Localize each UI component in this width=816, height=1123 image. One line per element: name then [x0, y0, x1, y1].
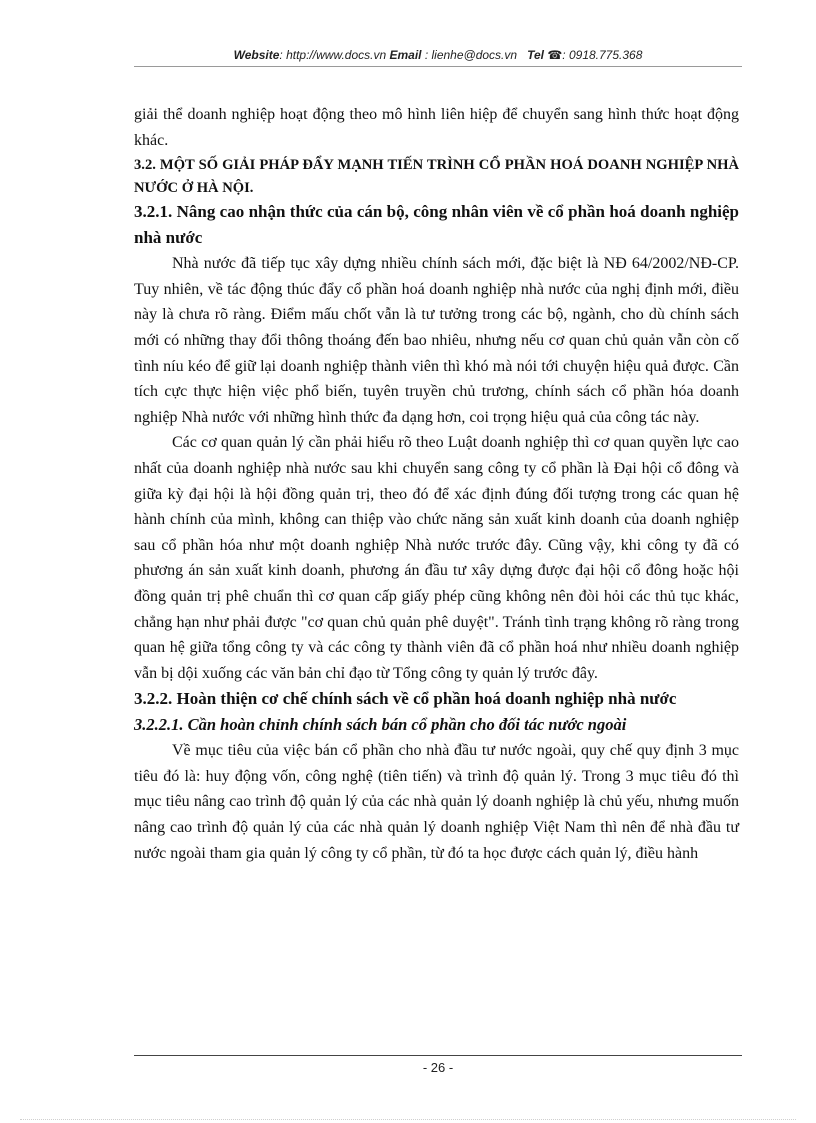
page-number: - 26 - — [422, 1060, 454, 1075]
phone-icon: ☎ — [547, 48, 563, 62]
page-header — [134, 48, 742, 64]
phone-number: : 0918.775.368 — [562, 48, 643, 62]
tel-label: Tel — [527, 48, 544, 62]
paragraph-1: giải thể doanh nghiệp hoạt động theo mô hình liên hiệp để chuyển sang hình thức hoạt động khác. — [134, 106, 739, 149]
document-body — [134, 102, 739, 866]
header-divider — [134, 66, 742, 67]
page-bottom-border — [20, 1119, 796, 1120]
heading-3-2-1: 3.2.1. Nâng cao nhận thức của cán bộ, công nhân viên về cổ phần hoá doanh nghiệp nhà nước — [134, 202, 739, 248]
email-label: Email — [389, 48, 422, 62]
paragraph-3: Các cơ quan quản lý cần phải hiểu rõ theo Luật doanh nghiệp thì cơ quan quyền lực cao nhất của doanh nghiệp nhà nước sau khi chuyển sang công ty cổ phần là Đại hội cổ đông và giữa kỳ đại hội là hội đồng quản trị, theo đó để xác định đúng đối tượng trong các quan hệ hành chính của mình, không can thiệp vào chức năng sản xuất kinh doanh của doanh nghiệp sau cổ phần hóa như một doanh nghiệp Nhà nước trước đây. Cũng vậy, khi công ty đã có phương án sản xuất kinh doanh, phương án đầu tư xây dựng được đại hội cổ đông hoặc hội đồng quản trị phê chuẩn thì cơ quan cấp giấy phép cũng không nên đòi hỏi các thủ tục khác, chẳng hạn như phải được "cơ quan chủ quản phê duyệt". Tránh tình trạng không rõ ràng trong quan hệ giữa tổng công ty và các công ty thành viên đã cổ phần hoá như nhiều doanh nghiệp vẫn bị dội xuống các văn bản chỉ đạo từ Tổng công ty quản lý trước đây. — [134, 434, 739, 682]
paragraph-2: Nhà nước đã tiếp tục xây dựng nhiều chính sách mới, đặc biệt là NĐ 64/2002/NĐ-CP. Tuy nhiên, về tác động thúc đẩy cổ phần hoá doanh nghiệp nhà nước của nghị định mới, điều này là chưa rõ ràng. Điểm mấu chốt vẫn là tư tưởng trong các bộ, ngành, cho dù chính sách mới có những thay đổi thông thoáng đến bao nhiêu, nhưng nếu cơ quan chủ quản vẫn còn cố tình níu kéo để giữ lại doanh nghiệp thành viên thì khó mà nói tới chuyện hiệu quả được. Cần tích cực thực hiện việc phổ biến, tuyên truyền chủ trương, chính sách cổ phần hóa doanh nghiệp Nhà nước với những hình thức đa dạng hơn, coi trọng hiệu quả của công tác này. — [134, 255, 739, 426]
paragraph-4: Về mục tiêu của việc bán cổ phần cho nhà đầu tư nước ngoài, quy chế quy định 3 mục tiêu đó là: huy động vốn, công nghệ (tiên tiến) và trình độ quản lý. Trong 3 mục tiêu đó thì mục tiêu nâng cao trình độ quản lý của các nhà quản lý doanh nghiệp là chủ yếu, nhưng muốn nâng cao trình độ quản lý của các nhà quản lý doanh nghiệp Việt Nam thì nên để nhà đầu tư nước ngoài tham gia quản lý công ty cổ phần, từ đó ta học được cách quản lý, điều hành — [134, 742, 739, 862]
website-label: Website — [233, 48, 280, 62]
footer-divider — [134, 1055, 742, 1056]
section-heading-3-2: 3.2. MỘT SỐ GIẢI PHÁP ĐẨY MẠNH TIẾN TRÌNH CỔ PHẦN HOÁ DOANH NGHIỆP NHÀ NƯỚC Ở HÀ NỘI. — [134, 157, 739, 196]
heading-3-2-2: 3.2.2. Hoàn thiện cơ chế chính sách về cổ phần hoá doanh nghiệp nhà nước — [134, 689, 677, 709]
website-url[interactable]: : http://www.docs.vn — [279, 48, 387, 62]
email-address[interactable]: : lienhe@docs.vn — [421, 48, 518, 62]
heading-3-2-2-1: 3.2.2.1. Cần hoàn chỉnh chính sách bán cổ phần cho đối tác nước ngoài — [134, 715, 627, 735]
